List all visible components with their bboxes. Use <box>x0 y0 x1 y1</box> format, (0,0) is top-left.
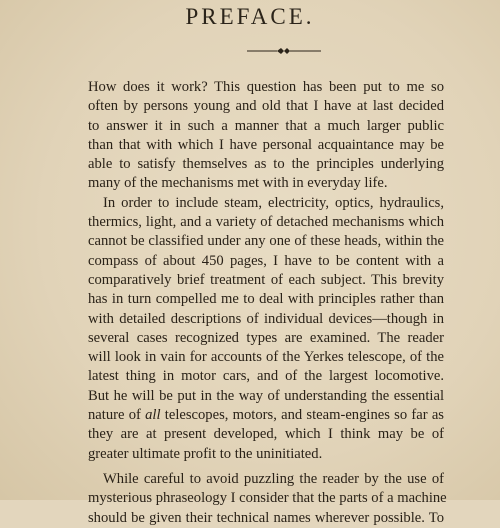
text-line <box>88 406 444 425</box>
text-line: mysterious phraseology I consider that the parts of a machine <box>88 490 447 507</box>
text-line: to answer it in such a manner that a much larger public <box>88 117 444 134</box>
text-line: But he will be put in the way of understanding the essential <box>88 387 444 404</box>
text-fragment: telescopes, motors, and steam-engines so far as <box>160 407 444 424</box>
text-line: cannot be classified under any one of these heads, within the <box>88 233 444 250</box>
text-fragment: nature of <box>88 407 146 424</box>
page-heading: PREFACE. <box>185 4 315 29</box>
preface-body <box>88 78 447 528</box>
text-line: thermics, light, and a variety of detached mechanisms which <box>88 214 444 231</box>
text-line: greater ultimate profit to the uninitiated. <box>88 445 323 462</box>
text-line: able to satisfy themselves as to the principles underlying <box>88 156 444 173</box>
text-line: will look in vain for accounts of the Yerkes telescope, of the <box>88 349 444 366</box>
text-line: often by persons young and old that I have at last decided <box>88 98 444 115</box>
text-line: How does it work? This question has been put to me so <box>88 79 444 95</box>
text-line: has in turn compelled me to deal with principles rather than <box>88 291 444 308</box>
text-line: In order to include steam, electricity, optics, hydraulics, <box>103 194 444 211</box>
text-line: with detailed descriptions of individual devices—though in <box>88 310 444 327</box>
decorative-rule-icon <box>247 46 321 56</box>
text-line: should be given their technical names wherever possible. To <box>88 509 444 526</box>
italic-word: all <box>145 407 161 424</box>
text-line: they are at present developed, which I think may be of <box>88 426 444 443</box>
text-line: While careful to avoid puzzling the reader by the use of <box>103 470 444 487</box>
text-line: comparatively brief treatment of each subject. This brevity <box>88 271 444 288</box>
text-line: compass of about 450 pages, I have to be content with a <box>88 252 444 269</box>
text-line: many of the mechanisms met with in everyday life. <box>88 175 388 192</box>
text-line: than that with which I have personal acquaintance may be <box>88 136 444 153</box>
text-line: several cases recognized types are examined. The reader <box>88 329 444 346</box>
text-line: latest thing in motor cars, and of the largest locomotive. <box>88 368 444 385</box>
